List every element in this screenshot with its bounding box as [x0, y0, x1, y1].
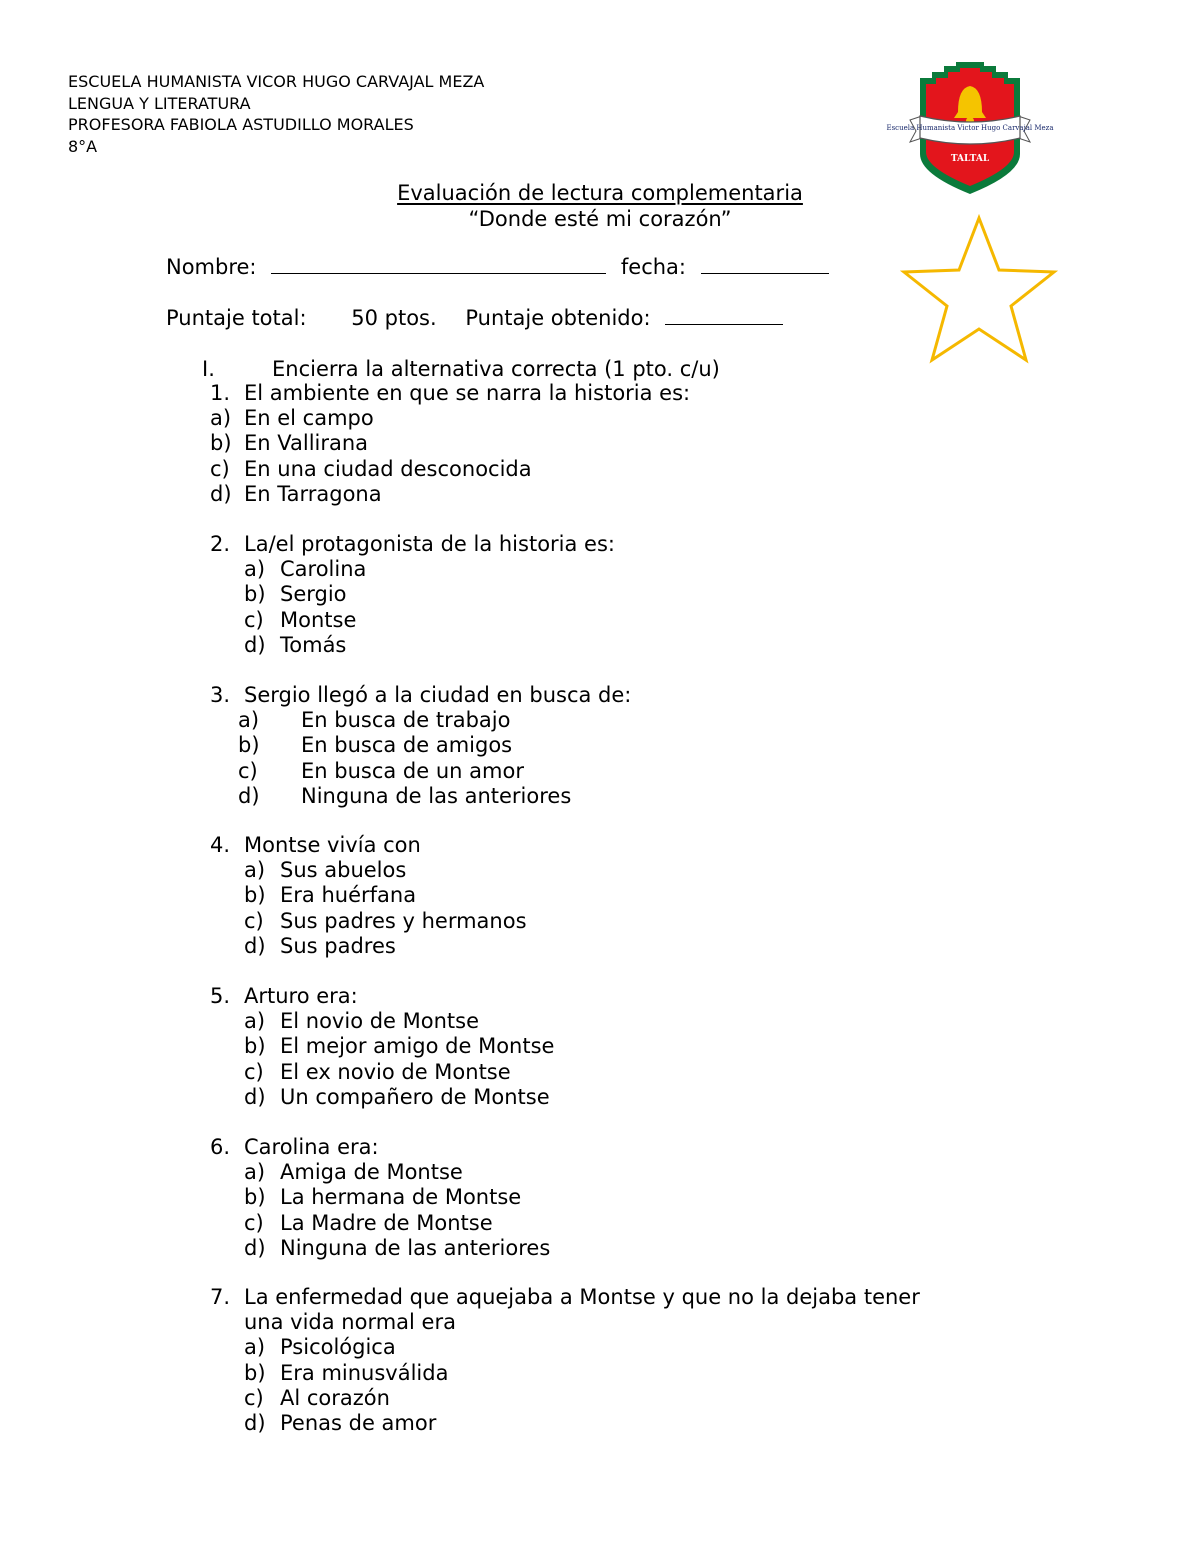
- option-text: En busca de un amor: [301, 758, 524, 783]
- answer-option[interactable]: [210, 858, 527, 883]
- answer-option[interactable]: [210, 608, 615, 633]
- crest-town: TALTAL: [950, 154, 990, 164]
- option-label: c): [244, 908, 264, 933]
- option-label: a): [244, 858, 266, 883]
- option-text: Sus abuelos: [280, 858, 407, 883]
- option-text: En una ciudad desconocida: [244, 456, 532, 481]
- option-label: d): [244, 1411, 266, 1436]
- option-label: b): [244, 1360, 266, 1385]
- option-text: Era huérfana: [280, 883, 417, 908]
- section-instruction: Encierra la alternativa correcta (1 pto. c/u): [272, 357, 720, 381]
- school-name: ESCUELA HUMANISTA VICOR HUGO CARVAJAL MEZA: [68, 72, 485, 91]
- obtained-score-label: Puntaje obtenido:: [465, 306, 651, 330]
- question-number: 4.: [210, 833, 231, 857]
- obtained-score-field[interactable]: [665, 306, 783, 325]
- option-text: Amiga de Montse: [280, 1160, 463, 1185]
- subject-name: LENGUA Y LITERATURA: [68, 93, 251, 113]
- option-text: En Tarragona: [244, 481, 382, 506]
- answer-option[interactable]: [210, 1361, 920, 1386]
- option-text: Montse: [280, 607, 357, 632]
- answer-option[interactable]: [210, 633, 615, 658]
- option-label: b): [244, 883, 266, 908]
- section-heading: [202, 357, 720, 381]
- crest-banner-text: Escuela Humanista Victor Hugo Carvajal Meza: [886, 124, 1054, 132]
- option-label: d): [210, 481, 232, 506]
- option-label: d): [244, 1235, 266, 1260]
- answer-option[interactable]: [210, 759, 631, 784]
- score-line: [166, 306, 783, 330]
- option-label: a): [244, 1160, 266, 1185]
- option-label: a): [210, 406, 232, 431]
- answer-option[interactable]: [210, 1411, 920, 1436]
- answer-option[interactable]: [210, 1160, 550, 1185]
- teacher-name: PROFESORA FABIOLA ASTUDILLO MORALES: [68, 115, 414, 134]
- question-number: 1.: [210, 381, 231, 405]
- question-number: 2.: [210, 532, 231, 556]
- option-label: b): [244, 1034, 266, 1059]
- option-text: La hermana de Montse: [280, 1185, 522, 1210]
- answer-option[interactable]: [210, 1009, 554, 1034]
- option-text: La Madre de Montse: [280, 1210, 493, 1235]
- question-text: Montse vivía con: [244, 833, 421, 857]
- question-7: [210, 1285, 920, 1436]
- option-label: b): [238, 733, 260, 758]
- star-icon: [900, 214, 1058, 366]
- answer-option[interactable]: [210, 1085, 554, 1110]
- option-label: b): [244, 1185, 266, 1210]
- answer-option[interactable]: [210, 406, 690, 431]
- question-text: El ambiente en que se narra la historia es:: [244, 381, 691, 405]
- answer-option[interactable]: [210, 482, 690, 507]
- answer-option[interactable]: [210, 1185, 550, 1210]
- option-text: Carolina: [280, 557, 367, 582]
- grade-label: 8°A: [68, 136, 98, 156]
- option-text: Psicológica: [280, 1335, 396, 1360]
- option-label: d): [238, 783, 260, 808]
- option-text: En Vallirana: [244, 431, 369, 456]
- question-2: [210, 532, 615, 658]
- option-text: Al corazón: [280, 1385, 390, 1410]
- question-5: [210, 984, 554, 1110]
- option-text: Penas de amor: [280, 1411, 437, 1436]
- answer-option[interactable]: [210, 557, 615, 582]
- answer-option[interactable]: [210, 1335, 920, 1360]
- answer-option[interactable]: [210, 1060, 554, 1085]
- option-text: El novio de Montse: [280, 1009, 480, 1034]
- date-field[interactable]: [701, 255, 829, 274]
- option-text: Era minusválida: [280, 1360, 449, 1385]
- question-number: 3.: [210, 683, 231, 707]
- option-text: Un compañero de Montse: [280, 1084, 550, 1109]
- answer-option[interactable]: [210, 457, 690, 482]
- option-text: Sus padres: [280, 933, 396, 958]
- date-label: fecha:: [620, 255, 687, 279]
- question-text: Arturo era:: [244, 984, 358, 1008]
- option-text: El ex novio de Montse: [280, 1059, 511, 1084]
- answer-option[interactable]: [210, 1386, 920, 1411]
- option-label: d): [244, 933, 266, 958]
- option-label: b): [244, 582, 266, 607]
- answer-option[interactable]: [210, 1211, 550, 1236]
- option-text: En busca de amigos: [301, 733, 513, 758]
- option-label: c): [238, 758, 258, 783]
- option-label: c): [244, 1385, 264, 1410]
- option-label: a): [238, 708, 260, 733]
- answer-option[interactable]: [210, 582, 615, 607]
- total-score-label: Puntaje total:: [166, 306, 307, 330]
- option-label: c): [244, 1210, 264, 1235]
- option-label: c): [210, 456, 230, 481]
- option-label: c): [244, 607, 264, 632]
- question-text-continued: una vida normal era: [244, 1310, 456, 1335]
- option-text: Ninguna de las anteriores: [280, 1235, 551, 1260]
- option-label: a): [244, 1009, 266, 1034]
- book-title: “Donde esté mi corazón”: [468, 207, 732, 231]
- name-date-line: [166, 255, 829, 279]
- answer-option[interactable]: [210, 733, 631, 758]
- answer-option[interactable]: [210, 708, 631, 733]
- answer-option[interactable]: [210, 784, 631, 809]
- question-text: La enfermedad que aquejaba a Montse y que no la dejaba tener: [244, 1285, 920, 1309]
- section-numeral: I.: [202, 357, 215, 381]
- question-1: [210, 381, 690, 507]
- option-text: En el campo: [244, 406, 374, 431]
- option-label: a): [244, 557, 266, 582]
- name-label: Nombre:: [166, 255, 257, 279]
- question-3: [210, 683, 631, 809]
- option-label: d): [244, 1084, 266, 1109]
- question-number: 5.: [210, 984, 231, 1008]
- option-text: Sergio: [280, 582, 347, 607]
- exam-title: [0, 180, 1200, 232]
- school-crest-logo: [886, 58, 1054, 198]
- question-text: Carolina era:: [244, 1135, 379, 1159]
- total-score-value: 50 ptos.: [351, 306, 437, 330]
- question-number: 6.: [210, 1135, 231, 1159]
- answer-option[interactable]: [210, 1034, 554, 1059]
- question-6: [210, 1135, 550, 1261]
- question-number: 7.: [210, 1285, 231, 1309]
- answer-option[interactable]: [210, 934, 527, 959]
- answer-option[interactable]: [210, 1236, 550, 1261]
- option-label: d): [244, 632, 266, 657]
- document-header: [68, 71, 484, 157]
- option-label: c): [244, 1059, 264, 1084]
- answer-option[interactable]: [210, 883, 527, 908]
- answer-option[interactable]: [210, 431, 690, 456]
- question-text: Sergio llegó a la ciudad en busca de:: [244, 683, 632, 707]
- option-text: Tomás: [280, 632, 347, 657]
- option-text: El mejor amigo de Montse: [280, 1034, 555, 1059]
- question-text: La/el protagonista de la historia es:: [244, 532, 615, 556]
- option-text: En busca de trabajo: [301, 708, 511, 733]
- option-label: b): [210, 431, 232, 456]
- option-text: Sus padres y hermanos: [280, 908, 527, 933]
- exam-main-title: Evaluación de lectura complementaria: [397, 181, 803, 205]
- answer-option[interactable]: [210, 909, 527, 934]
- question-4: [210, 833, 527, 959]
- option-text: Ninguna de las anteriores: [301, 783, 572, 808]
- name-field[interactable]: [271, 255, 606, 274]
- option-label: a): [244, 1335, 266, 1360]
